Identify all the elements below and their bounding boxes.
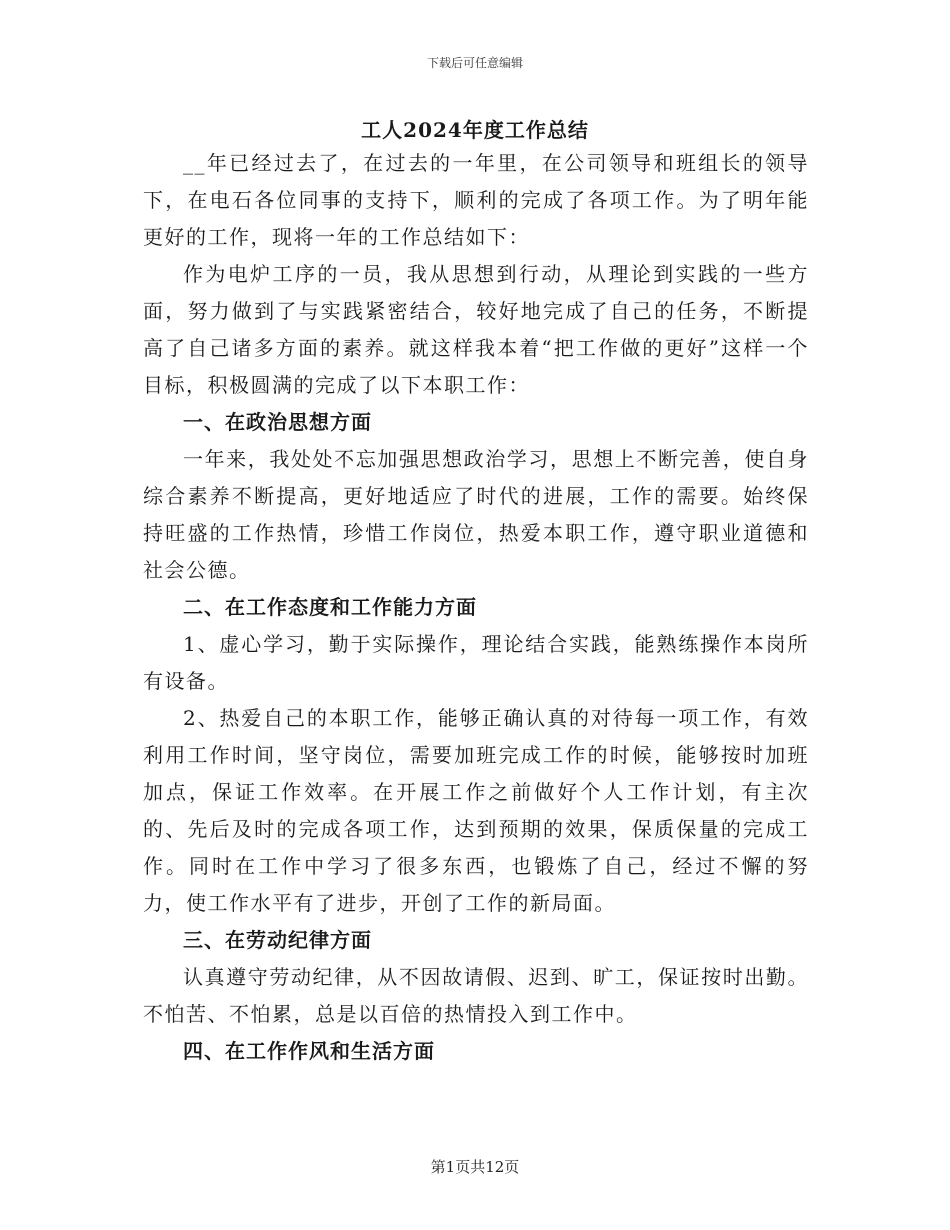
- document-title: 工人2024年度工作总结: [361, 118, 589, 142]
- paragraph-role: 作为电炉工序的一员，我从思想到行动，从理论到实践的一些方面，努力做到了与实践紧密结合，较好地完成了自己的任务，不断提高了自己诸多方面的素养。就这样我本着“把工作做的更好”这样一个目标，积极圆满的完成了以下本职工作：: [143, 262, 809, 397]
- page-footer: 第1页共12页: [430, 1158, 520, 1176]
- paragraph-attitude-1: 1、虚心学习，勤于实际操作，理论结合实践，能熟练操作本岗所有设备。: [143, 632, 809, 693]
- paragraph-attitude-2: 2、热爱自己的本职工作，能够正确认真的对待每一项工作，有效利用工作时间，坚守岗位，需要加班完成工作的时候，能够按时加班加点，保证工作效率。在开展工作之前做好个人工作计划，有主次的、先后及时的完成各项工作，达到预期的效果，保质保量的完成工作。同时在工作中学习了很多东西，也锻炼了自己，经过不懈的努力，使工作水平有了进步，开创了工作的新局面。: [143, 706, 809, 915]
- paragraph-discipline: 认真遵守劳动纪律，从不因故请假、迟到、旷工，保证按时出勤。不怕苦、不怕累，总是以百倍的热情投入到工作中。: [143, 965, 809, 1026]
- paragraph-intro: __年已经过去了，在过去的一年里，在公司领导和班组长的领导下，在电石各位同事的支持下，顺利的完成了各项工作。为了明年能更好的工作，现将一年的工作总结如下：: [143, 151, 809, 249]
- section-heading-discipline: 三、在劳动纪律方面: [183, 928, 372, 952]
- paragraph-political: 一年来，我处处不忘加强思想政治学习，思想上不断完善，使自身综合素养不断提高，更好地适应了时代的进展，工作的需要。始终保持旺盛的工作热情，珍惜工作岗位，热爱本职工作，遵守职业道德和社会公德。: [143, 447, 809, 582]
- section-heading-attitude: 二、在工作态度和工作能力方面: [183, 595, 477, 619]
- header-note: 下载后可任意编辑: [426, 56, 523, 70]
- section-heading-political: 一、在政治思想方面: [183, 410, 372, 434]
- document-body: [143, 145, 809, 1070]
- section-heading-style: 四、在工作作风和生活方面: [183, 1039, 435, 1063]
